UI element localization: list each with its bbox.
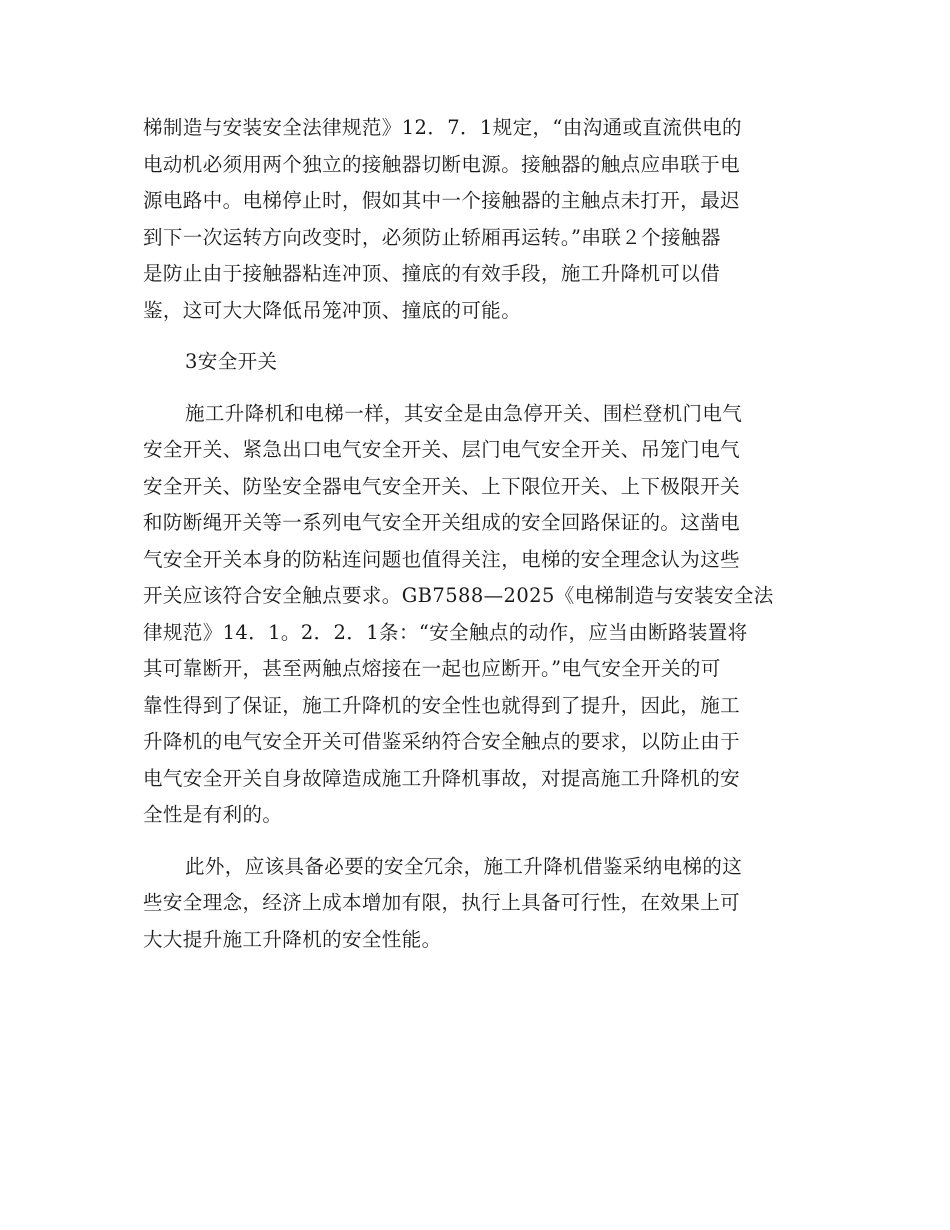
paragraph-safety-redundancy xyxy=(143,849,803,959)
text-line: 安全开关、防坠安全器电气安全开关、上下限位开关、上下极限开关 xyxy=(143,474,741,498)
paragraph-contactor-requirement xyxy=(143,110,803,329)
text-line: 施工升降机和电梯一样，其安全是由急停开关、围栏登机门电气 xyxy=(185,401,743,425)
text-line: 律规范》14．1。2．2．1条：“安全触点的动作，应当由断路装置将 xyxy=(143,620,748,644)
section-heading-safety-switch: 3安全开关 xyxy=(185,350,278,373)
text-line: 其可靠断开，甚至两触点熔接在一起也应断开。”电气安全开关的可 xyxy=(143,657,721,680)
text-line: 电气安全开关自身故障造成施工升降机事故，对提高施工升降机的安 xyxy=(143,766,741,790)
paragraph-spacer xyxy=(143,329,803,344)
text-line: 开关应该符合安全触点要求。GB7588—2025《电梯制造与安装安全法 xyxy=(143,584,774,607)
text-line: 鉴，这可大大降低吊笼冲顶、撞底的可能。 xyxy=(143,298,522,322)
text-line: 些安全理念，经济上成本增加有限，执行上具备可行性，在效果上可 xyxy=(143,891,741,914)
text-line: 全性是有利的。 xyxy=(143,803,283,826)
text-line: 是防止由于接触器粘连冲顶、撞底的有效手段，施工升降机可以借 xyxy=(143,262,721,285)
text-line: 安全开关、紧急出口电气安全开关、层门电气安全开关、吊笼门电气 xyxy=(143,438,741,461)
text-line: 此外，应该具备必要的安全冗余，施工升降机借鉴采纳电梯的这 xyxy=(185,854,743,878)
paragraph-spacer xyxy=(143,381,803,396)
paragraph-safety-switch xyxy=(143,396,803,834)
text-line: 电动机必须用两个独立的接触器切断电源。接触器的触点应串联于电 xyxy=(143,152,741,176)
document-body xyxy=(143,110,803,958)
text-line: 大大提升施工升降机的安全性能。 xyxy=(143,927,442,951)
paragraph-spacer xyxy=(143,834,803,849)
text-line: 靠性得到了保证，施工升降机的安全性也就得到了提升，因此，施工 xyxy=(143,693,741,717)
text-line: 升降机的电气安全开关可借鉴采纳符合安全触点的要求，以防止由于 xyxy=(143,730,741,753)
text-line: 到下一次运转方向改变时，必须防止轿厢再运转。”串联２个接触器 xyxy=(143,225,721,249)
text-line: 气安全开关本身的防粘连问题也值得关注，电梯的安全理念认为这些 xyxy=(143,547,741,571)
text-line: 和防断绳开关等一系列电气安全开关组成的安全回路保证的。这凿电 xyxy=(143,511,741,534)
text-line: 梯制造与安装安全法律规范》12．7．1规定，“由沟通或直流供电的 xyxy=(143,116,742,139)
text-line: 源电路中。电梯停止时，假如其中一个接触器的主触点未打开，最迟 xyxy=(143,189,741,212)
